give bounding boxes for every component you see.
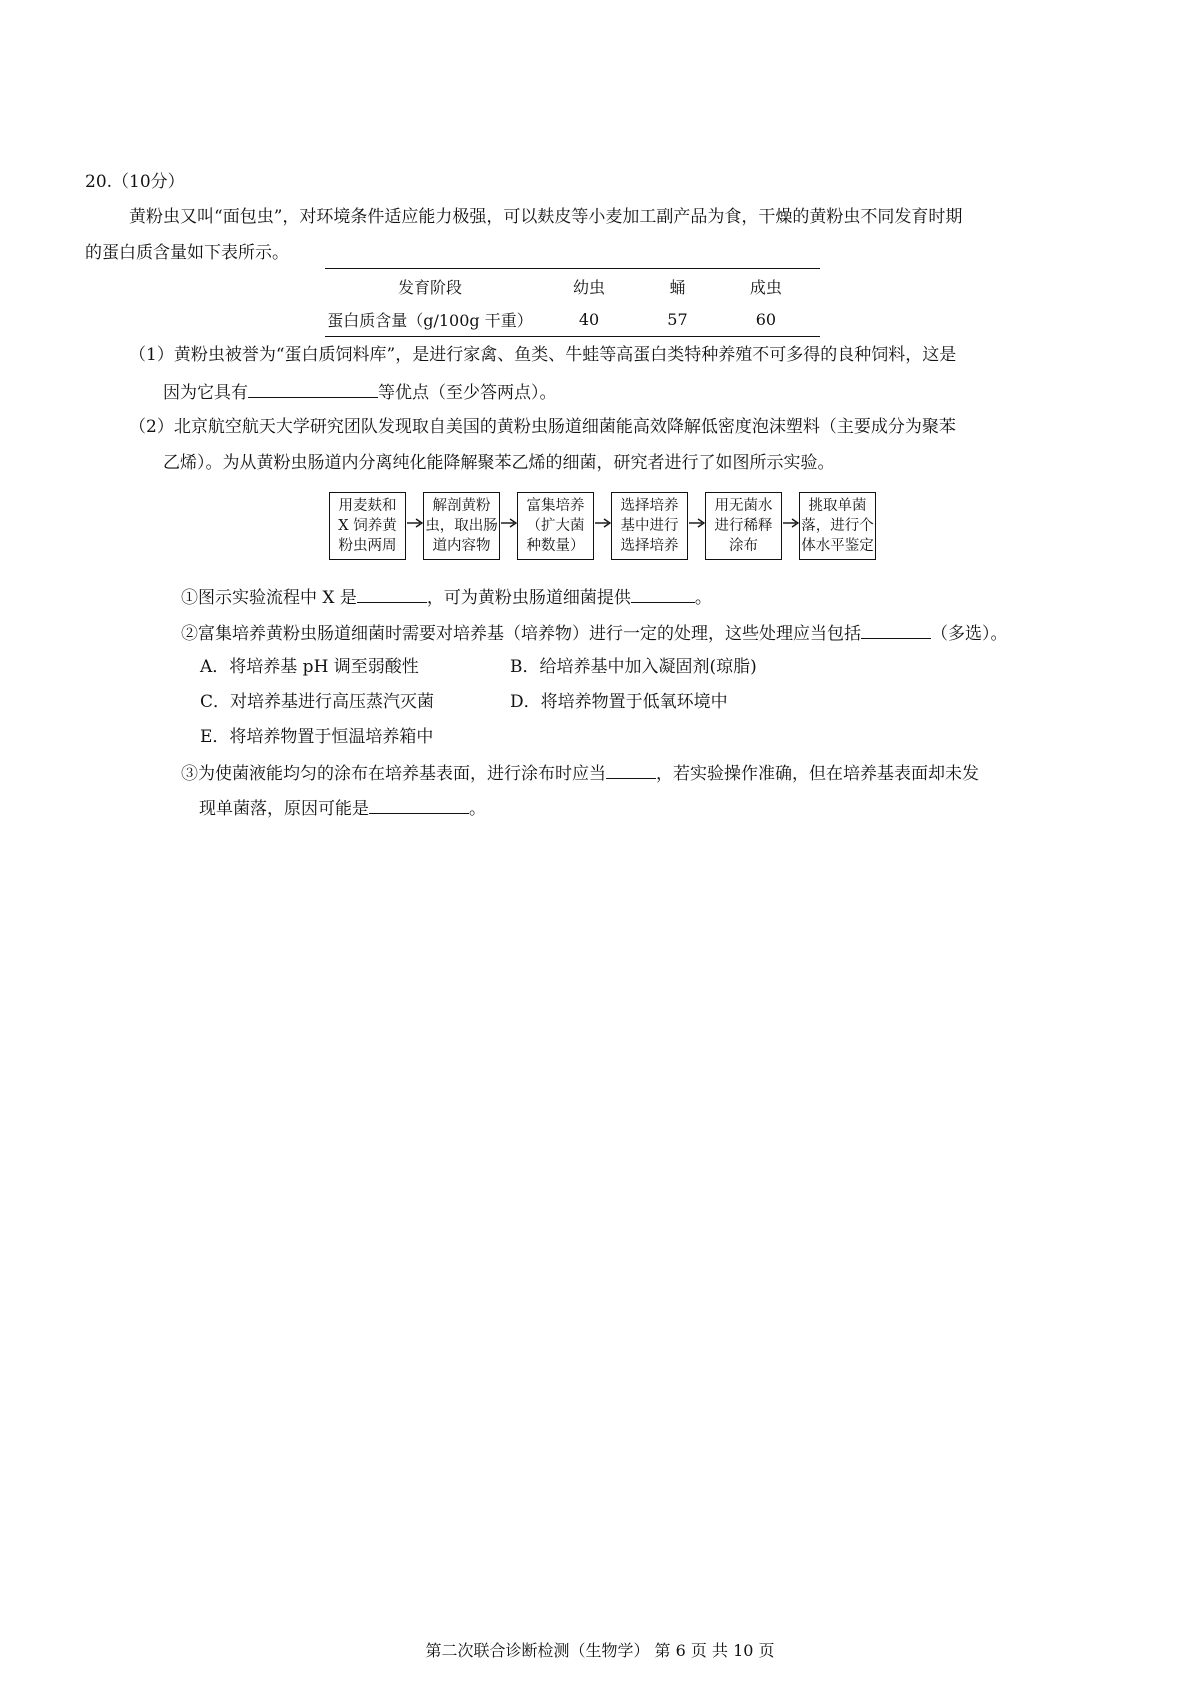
flow-step-text: 富集培养 xyxy=(526,498,585,514)
flow-step-text: 解剖黄粉 xyxy=(432,498,491,514)
flow-step-text: 涂布 xyxy=(729,538,758,554)
answer-blank[interactable] xyxy=(861,620,931,639)
subquestion-2 xyxy=(181,620,1008,646)
flow-step-text: X 饲养黄 xyxy=(338,518,397,534)
part1-text-a: 因为它具有 xyxy=(163,383,248,403)
option-b: B．给培养基中加入凝固剂(琼脂) xyxy=(510,657,757,677)
question-number: 20.（10分） xyxy=(85,172,185,192)
part1-text-b: 等优点（至少答两点）。 xyxy=(378,383,557,403)
protein-table xyxy=(325,268,820,337)
table-header-cell: 蛹 xyxy=(643,269,712,303)
table-cell: 40 xyxy=(535,302,643,337)
q3-text-b: ，若实验操作准确，但在培养基表面却未发 xyxy=(656,764,979,784)
table-header-row xyxy=(325,269,820,303)
q3-text-d: 。 xyxy=(469,799,486,819)
flow-step-text: 用无菌水 xyxy=(714,498,773,514)
q1-text-c: 。 xyxy=(694,588,712,608)
flow-step-text: 粉虫两周 xyxy=(338,538,397,554)
table-cell: 57 xyxy=(643,302,712,337)
flow-step-4 xyxy=(611,492,688,560)
option-a: A．将培养基 pH 调至弱酸性 xyxy=(200,657,419,677)
q1-text-a: ①图示实验流程中 X 是 xyxy=(181,588,357,608)
flow-step-text: 基中进行 xyxy=(620,518,679,534)
q3-text-a: ③为使菌液能均匀的涂布在培养基表面，进行涂布时应当 xyxy=(181,764,606,784)
subquestion-1 xyxy=(181,584,712,610)
option-d: D．将培养物置于低氧环境中 xyxy=(510,692,728,712)
subquestion-3-line-1 xyxy=(181,760,979,786)
arrow-right-icon xyxy=(407,517,423,529)
flow-step-text: 用麦麸和 xyxy=(338,498,397,514)
table-row xyxy=(325,302,820,337)
flow-step-text: 种数量） xyxy=(526,538,585,554)
flow-step-3 xyxy=(517,492,594,560)
option-e: E．将培养物置于恒温培养箱中 xyxy=(200,727,434,747)
flow-step-text: 落，进行个 xyxy=(801,518,874,534)
q2-text-a: ②富集培养黄粉虫肠道细菌时需要对培养基（培养物）进行一定的处理，这些处理应当包括 xyxy=(181,624,861,644)
part1-line-1: （1）黄粉虫被誉为“蛋白质饲料库”，是进行家禽、鱼类、牛蛙等高蛋白类特种养殖不可多得的良种饲料，这是 xyxy=(129,345,957,365)
part2-line-1: （2）北京航空航天大学研究团队发现取自美国的黄粉虫肠道细菌能高效降解低密度泡沫塑料（主要成分为聚苯 xyxy=(129,417,956,437)
flow-step-2 xyxy=(423,492,500,560)
arrow-right-icon xyxy=(595,517,611,529)
page-footer: 第二次联合诊断检测（生物学） 第 6 页 共 10 页 xyxy=(425,1641,775,1660)
flow-step-1 xyxy=(329,492,406,560)
arrow-right-icon xyxy=(501,517,517,529)
subquestion-3-line-2 xyxy=(199,795,486,821)
q1-text-b: ，可为黄粉虫肠道细菌提供 xyxy=(426,588,631,608)
table-cell: 蛋白质含量（g/100g 干重） xyxy=(325,302,535,337)
flow-step-5 xyxy=(705,492,782,560)
flow-step-text: 道内容物 xyxy=(432,538,491,554)
answer-blank[interactable] xyxy=(369,795,469,814)
part1-line-2 xyxy=(163,379,557,405)
flow-step-text: 体水平鉴定 xyxy=(801,538,874,554)
option-c: C．对培养基进行高压蒸汽灭菌 xyxy=(200,692,435,712)
part2-line-2: 乙烯）。为从黄粉虫肠道内分离纯化能降解聚苯乙烯的细菌，研究者进行了如图所示实验。 xyxy=(163,453,835,473)
table-header-cell: 发育阶段 xyxy=(325,269,535,303)
flow-step-text: 挑取单菌 xyxy=(808,498,867,514)
arrow-right-icon xyxy=(689,517,705,529)
table-header-cell: 成虫 xyxy=(712,269,820,303)
arrow-right-icon xyxy=(783,517,799,529)
answer-blank[interactable] xyxy=(606,760,656,779)
intro-line-1: 黄粉虫又叫“面包虫”，对环境条件适应能力极强，可以麸皮等小麦加工副产品为食，干燥的黄粉虫不同发育时期 xyxy=(129,207,963,227)
flow-step-text: 进行稀释 xyxy=(714,518,773,534)
flow-step-text: 虫，取出肠 xyxy=(425,518,498,534)
table-cell: 60 xyxy=(712,302,820,337)
answer-blank[interactable] xyxy=(357,584,427,603)
answer-blank[interactable] xyxy=(248,379,378,398)
flow-step-text: （扩大菌 xyxy=(526,518,585,534)
q2-text-b: （多选）。 xyxy=(931,624,1008,644)
flow-step-text: 选择培养 xyxy=(620,498,679,514)
flow-step-6 xyxy=(799,492,876,560)
intro-line-2: 的蛋白质含量如下表所示。 xyxy=(85,243,289,263)
table-header-cell: 幼虫 xyxy=(535,269,643,303)
q3-text-c: 现单菌落，原因可能是 xyxy=(199,799,369,819)
flow-step-text: 选择培养 xyxy=(620,538,679,554)
answer-blank[interactable] xyxy=(631,584,695,603)
